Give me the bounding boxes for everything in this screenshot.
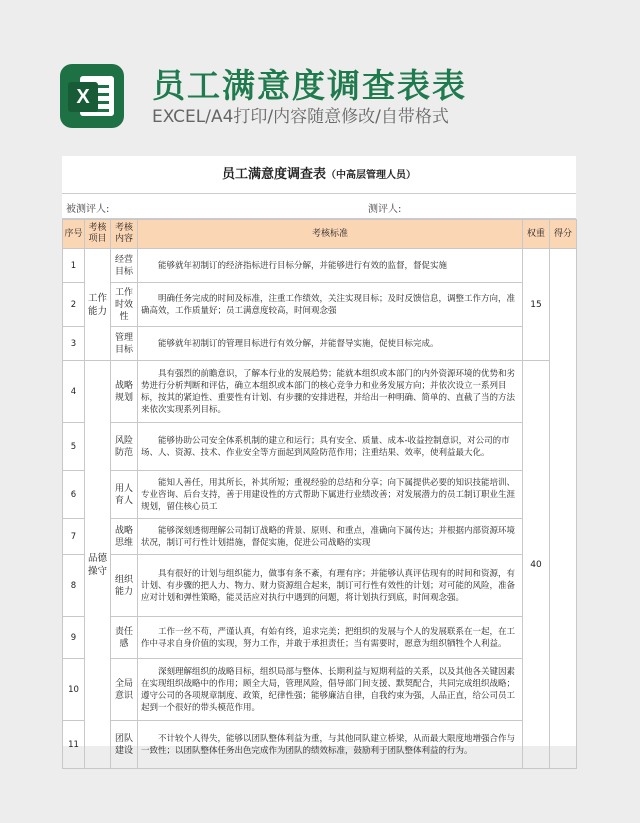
row-no: 10 [63,659,85,721]
standard-cell: 能知人善任，用其所长，补其所短；重视经验的总结和分享；向下属提供必要的知识技能培训、专业咨询、后台支持，善于用建设性的方式帮助下属进行业绩改善；对发展潜力的员工制订职业生涯规划，留住核心员工 [138,471,523,519]
col-header-item: 考核内容 [111,220,138,249]
standard-cell: 能够深刻透彻理解公司制订战略的背景、原则、和重点，准确向下属传达；并根据内部资源环境状况，制订可行性计划措施，督促实施，促进公司战略的实现 [138,519,523,555]
excel-icon [60,64,124,128]
item-cell: 经营目标 [111,249,138,283]
row-no: 3 [63,327,85,361]
table-row [63,283,577,327]
item-cell: 全局意识 [111,659,138,721]
col-header-category: 考核项目 [85,220,111,249]
row-no: 4 [63,361,85,423]
table-row [63,659,577,721]
page-subtitle: EXCEL/A4打印/内容随意修改/自带格式 [152,107,449,127]
excel-icon-letter: X [68,82,98,112]
standard-cell: 工作一丝不苟，严谨认真，有始有终，追求完美；把组织的发展与个人的发展联系在一起，在工作中寻求自身价值的实现，努力工作，并敢于承担责任；当有需要时，愿意为组织牺牲个人利益。 [138,617,523,659]
sheet-title-suffix: （中高层管理人员） [326,170,416,181]
row-no: 5 [63,423,85,471]
survey-sheet [62,156,576,756]
item-cell: 工作时效性 [111,283,138,327]
row-no: 2 [63,283,85,327]
item-cell: 组织能力 [111,555,138,617]
page-title: 员工满意度调查表表 [152,66,467,105]
standard-cell: 不计较个人得失，能够以团队整体利益为重，与其他同队建立桥梁，从而最大限度地增强合作与一致性；以团队整体任务出色完成作为团队的绩效标准，鼓励利于团队整体利益的行为。 [138,721,523,769]
col-header-score: 得分 [550,220,577,249]
table-header-row [63,220,577,249]
table-row [63,617,577,659]
item-cell: 战略规划 [111,361,138,423]
col-header-standard: 考核标准 [138,220,523,249]
sheet-title [62,156,576,194]
category-cell: 工作能力 [85,249,111,361]
row-no: 11 [63,721,85,769]
score-cell[interactable] [550,249,577,769]
info-row [62,194,576,219]
survey-table [62,219,577,769]
table-row [63,555,577,617]
standard-cell: 具有很好的计划与组织能力，做事有条不紊，有理有序；并能够认真评估现有的时间和资源，有计划、有步骤的把人力、物力、财力资源组合起来，制订可行性有效性的计划；对可能的风险，准备应对计划和弹性策略，能灵活应对执行中遇到的问题，将计划执行到底，时间观念强。 [138,555,523,617]
standard-cell: 明确任务完成的时间及标准，注重工作绩效，关注实现目标；及时反馈信息，调整工作方向，准确高效，工作质量好；员工满意度较高，时间观念强 [138,283,523,327]
row-no: 7 [63,519,85,555]
item-cell: 团队建设 [111,721,138,769]
standard-cell: 能够协助公司安全体系机制的建立和运行；具有安全、质量、成本-收益控制意识，对公司的市场、人、资源、技术、作业安全等方面起到风险防范作用；注重结果、效率，使利益最大化。 [138,423,523,471]
table-row [63,327,577,361]
standard-cell: 具有强烈的前瞻意识，了解本行业的发展趋势；能就本组织或本部门的内外资源环境的优势和劣势进行分析判断和评估，确立本组织或本部门的核心竞争力和业务发展方向；并依次设立一系列目标，按其的紧迫性、重要性有计划、有步骤的安排进程，并给出一种明确、简单的、直截了当的方法来依次实现系列目标。 [138,361,523,423]
item-cell: 责任感 [111,617,138,659]
standard-cell: 能够就年初制订的管理目标进行有效分解，并能督导实施，促使目标完成。 [138,327,523,361]
item-cell: 风险防范 [111,423,138,471]
category-cell: 品德操守 [85,361,111,769]
standard-cell: 深刻理解组织的战略目标，组织局部与整体、长期利益与短期利益的关系，以及其他各关键因素在实现组织战略中的作用；顾全大局，管理风险，倡导部门间支援、默契配合，共同完成组织战略；遵守公司的各项规章制度、政策，纪律性强；能够廉洁自律，自我约束为强，人品正直，给公司员工起到一个很好的带头模范作用。 [138,659,523,721]
row-no: 1 [63,249,85,283]
row-no: 8 [63,555,85,617]
table-row [63,519,577,555]
table-row [63,423,577,471]
item-cell: 管理目标 [111,327,138,361]
sheet-title-main: 员工满意度调查表 [221,167,326,182]
table-row [63,361,577,423]
row-no: 9 [63,617,85,659]
table-row [63,471,577,519]
weight-cell: 40 [523,361,550,769]
row-no: 6 [63,471,85,519]
col-header-no: 序号 [63,220,85,249]
col-header-weight: 权重 [523,220,550,249]
header-banner [0,0,640,150]
item-cell: 用人育人 [111,471,138,519]
evaluator-label: 测评人: [368,204,402,215]
evaluatee-label: 被测评人: [66,204,110,215]
weight-cell: 15 [523,249,550,361]
table-row [63,249,577,283]
item-cell: 战略思维 [111,519,138,555]
table-row [63,721,577,769]
standard-cell: 能够就年初制订的经济指标进行目标分解，并能够进行有效的监督，督促实施 [138,249,523,283]
